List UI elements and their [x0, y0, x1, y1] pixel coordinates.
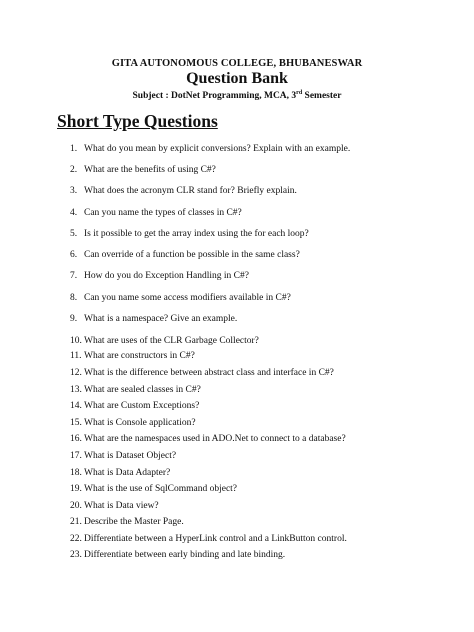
question-item	[70, 185, 297, 198]
question-item	[70, 533, 347, 546]
question-text: What does the acronym CLR stand for? Briefly explain.	[84, 186, 297, 196]
question-text: What are the benefits of using C#?	[84, 165, 216, 175]
question-text: What do you mean by explicit conversions? Explain with an example.	[84, 144, 351, 154]
question-text: Differentiate between early binding and late binding.	[84, 550, 286, 560]
question-number: 9.	[70, 314, 78, 324]
question-number: 17.	[70, 451, 82, 461]
question-item	[70, 249, 300, 262]
subject-line	[0, 91, 474, 101]
question-item	[70, 164, 216, 177]
question-item	[70, 207, 242, 220]
question-text: What are Custom Exceptions?	[84, 401, 200, 411]
question-item	[70, 450, 176, 463]
question-text: What are uses of the CLR Garbage Collector?	[84, 336, 259, 346]
question-number: 12.	[70, 368, 82, 378]
question-number: 4.	[70, 208, 78, 218]
question-item	[70, 467, 170, 480]
question-item	[70, 516, 184, 529]
question-text: Differentiate between a HyperLink control and a LinkButton control.	[84, 534, 347, 544]
question-number: 13.	[70, 385, 82, 395]
question-item	[70, 292, 291, 305]
question-number: 8.	[70, 293, 78, 303]
question-number: 23.	[70, 550, 82, 560]
question-item	[70, 228, 309, 241]
question-text: Describe the Master Page.	[84, 517, 184, 527]
subject-suffix: Semester	[302, 91, 342, 101]
document-title: Question Bank	[186, 70, 288, 87]
question-number: 3.	[70, 186, 78, 196]
question-item	[70, 400, 199, 413]
question-item	[70, 549, 285, 562]
question-text: What is Dataset Object?	[84, 451, 177, 461]
question-text: Can you name some access modifiers available in C#?	[84, 293, 291, 303]
question-text: What are sealed classes in C#?	[84, 385, 201, 395]
question-text: How do you do Exception Handling in C#?	[84, 271, 249, 281]
question-text: What are constructors in C#?	[84, 351, 195, 361]
question-item	[70, 500, 159, 513]
question-number: 18.	[70, 468, 82, 478]
question-number: 5.	[70, 229, 78, 239]
question-text: What is Console application?	[84, 418, 196, 428]
question-text: Can you name the types of classes in C#?	[84, 208, 242, 218]
question-item	[70, 270, 249, 283]
question-number: 14.	[70, 401, 82, 411]
question-number: 7.	[70, 271, 78, 281]
question-text: What is Data view?	[84, 501, 159, 511]
question-number: 2.	[70, 165, 78, 175]
section-heading: Short Type Questions	[57, 111, 218, 131]
question-item	[70, 417, 196, 430]
question-item	[70, 367, 334, 380]
question-text: What is the difference between abstract class and interface in C#?	[84, 368, 334, 378]
question-item	[70, 335, 259, 348]
question-number: 19.	[70, 484, 82, 494]
subject-text: Subject : DotNet Programming, MCA, 3	[132, 91, 297, 101]
question-text: What is the use of SqlCommand object?	[84, 484, 238, 494]
question-number: 16.	[70, 434, 82, 444]
question-item	[70, 433, 346, 446]
question-number: 21.	[70, 517, 82, 527]
question-item	[70, 143, 350, 156]
question-item	[70, 384, 201, 397]
question-text: Can override of a function be possible in the same class?	[84, 250, 300, 260]
question-text: What is Data Adapter?	[84, 468, 171, 478]
question-text: What are the namespaces used in ADO.Net to connect to a database?	[84, 434, 346, 444]
question-item	[70, 350, 195, 363]
question-item	[70, 483, 237, 496]
question-item	[70, 313, 237, 326]
question-text: Is it possible to get the array index using the for each loop?	[84, 229, 309, 239]
question-number: 10.	[70, 336, 82, 346]
college-name: GITA AUTONOMOUS COLLEGE, BHUBANESWAR	[111, 58, 363, 69]
question-number: 11.	[70, 351, 82, 361]
question-text: What is a namespace? Give an example.	[84, 314, 238, 324]
question-number: 1.	[70, 144, 78, 154]
question-number: 15.	[70, 418, 82, 428]
question-number: 6.	[70, 250, 78, 260]
semester-superscript: rd	[296, 89, 303, 96]
question-number: 20.	[70, 501, 82, 511]
question-number: 22.	[70, 534, 82, 544]
